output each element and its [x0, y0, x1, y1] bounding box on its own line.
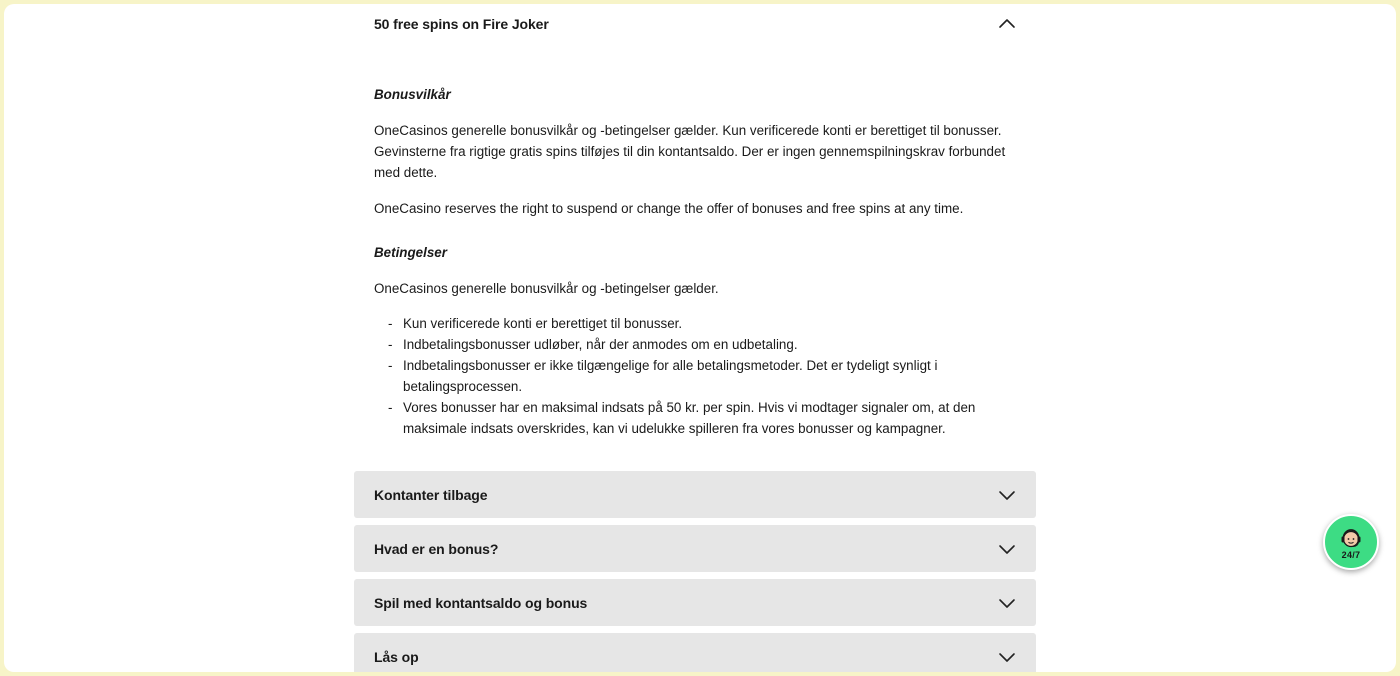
list-item: - Kun verificerede konti er berettiget til bonusser.	[388, 316, 683, 331]
accordion-title: Spil med kontantsaldo og bonus	[374, 594, 588, 611]
accordion-title: Hvad er en bonus?	[374, 540, 499, 557]
faq-column	[354, 4, 1036, 665]
accordion-header-free-spins[interactable]	[354, 4, 1036, 44]
accordion-title: 50 free spins on Fire Joker	[374, 16, 549, 32]
list-item: - Indbetalingsbonusser er ikke tilgængelige for alle betalingsmetoder. Det er tydeligt synligt i betalingsprocessen.	[388, 358, 938, 394]
closed-accordion-list	[354, 471, 1036, 672]
accordion-header-what-is-bonus[interactable]	[354, 525, 1036, 572]
conditions-paragraph: OneCasinos generelle bonusvilkår og -betingelser gælder.	[374, 281, 719, 296]
list-item: - Indbetalingsbonusser udløber, når der anmodes om en udbetaling.	[388, 337, 798, 352]
conditions-list	[374, 313, 1016, 439]
accordion-body	[354, 85, 1036, 439]
accordion-title: Lås op	[374, 648, 419, 665]
bonus-terms-paragraph: OneCasinos generelle bonusvilkår og -betingelser gælder. Kun verificerede konti er berettiget til bonusser. Gevinsterne fra rigtige gratis spins tilføjes til din kontantsaldo. Der er ingen gennemspilningskrav forbundet med dette.	[374, 123, 1006, 180]
reserve-right-paragraph: OneCasino reserves the right to suspend or change the offer of bonuses and free spins at any time.	[374, 201, 964, 216]
chevron-down-icon[interactable]	[998, 540, 1016, 558]
headset-agent-icon	[1338, 526, 1364, 550]
accordion-header-unlock[interactable]	[354, 633, 1036, 672]
chevron-down-icon[interactable]	[998, 486, 1016, 504]
conditions-heading: Betingelser	[374, 245, 447, 260]
accordion-title: Kontanter tilbage	[374, 486, 488, 503]
page-frame	[4, 4, 1396, 672]
support-label: 24/7	[1341, 550, 1361, 560]
chevron-up-icon[interactable]	[998, 15, 1016, 33]
chevron-down-icon[interactable]	[998, 594, 1016, 612]
bonus-terms-heading: Bonusvilkår	[374, 87, 451, 102]
chevron-down-icon[interactable]	[998, 648, 1016, 666]
list-item: - Vores bonusser har en maksimal indsats på 50 kr. per spin. Hvis vi modtager signaler om, at den maksimale indsats overskrides, kan vi udelukke spilleren fra vores bonusser og kampagner.	[388, 400, 976, 436]
support-chat-button[interactable]	[1323, 514, 1379, 570]
accordion-header-play-cash-bonus[interactable]	[354, 579, 1036, 626]
accordion-header-cash-back[interactable]	[354, 471, 1036, 518]
